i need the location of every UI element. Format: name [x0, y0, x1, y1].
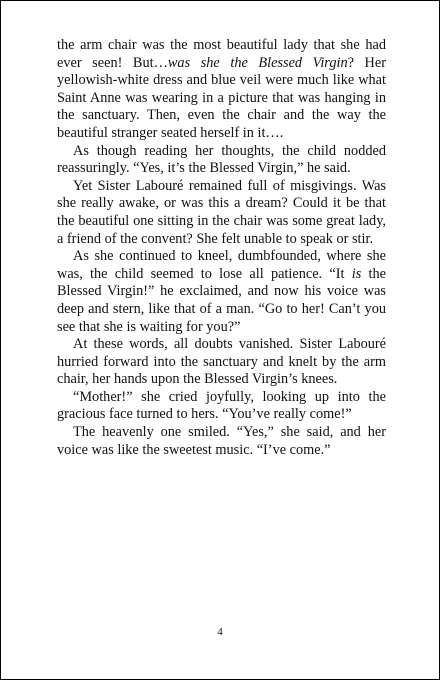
paragraph: [57, 178, 386, 248]
paragraph-text: the Blessed Virgin!” he exclaimed, and now his voice was deep and stern, like that of a man. “Go to her! Can’t you see that she is waiting for you?”: [57, 265, 386, 335]
page-number: 4: [217, 626, 223, 638]
paragraph: [57, 37, 386, 143]
body-text: [57, 37, 386, 459]
paragraph-text: “Mother!” she cried joyfully, looking up into the gracious face turned to hers. “You’ve really come!”: [57, 388, 386, 423]
paragraph-text: Yet Sister Labouré remained full of misgivings. Was she really awake, or was this a dream? Could it be that the beautiful one sitting in the chair was some great lady, a friend of the convent? She felt unable to speak or stir.: [57, 177, 386, 247]
paragraph: [57, 336, 386, 389]
paragraph-text: The heavenly one smiled. “Yes,” she said, and her voice was like the sweetest music. “I’ve come.”: [57, 424, 386, 458]
paragraph: [57, 143, 386, 178]
paragraph-text: ? Her yellowish-white dress and blue veil were much like what Saint Anne was wearing in a picture that was hanging in the sanctuary. Then, even the chair and the way the beautiful stranger seated herself in it….: [57, 54, 386, 141]
paragraph-text: At these words, all doubts vanished. Sister Labouré hurried forward into the sanctuary and knelt by the arm chair, her hands upon the Blessed Virgin’s knees.: [57, 336, 386, 388]
paragraph: [57, 389, 386, 424]
italic-text: is: [351, 265, 362, 282]
paragraph-text: As though reading her thoughts, the child nodded reassuringly. “Yes, it’s the Blessed Virgin,” he said.: [57, 142, 386, 177]
paragraph-text: As she continued to kneel, dumbfounded, where she was, the child seemed to lose all patience. “It: [57, 248, 386, 282]
paragraph-text: the arm chair was the most beautiful lady that she had ever seen! But…: [57, 37, 386, 71]
paragraph: [57, 248, 386, 336]
paragraph: [57, 424, 386, 459]
italic-text: was she the Blessed Virgin: [167, 54, 348, 71]
